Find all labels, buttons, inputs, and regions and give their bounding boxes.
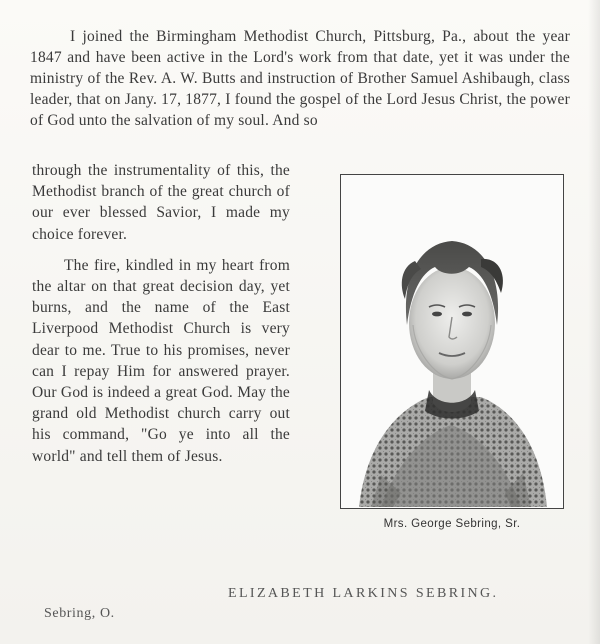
text-column (32, 160, 290, 477)
intro-paragraph: I joined the Birmingham Methodist Church, Pittsburg, Pa., about the year 1847 and have been active in the Lord's work from that date, yet it was under the ministry of the Rev. A. W. Butts and instruction of Brother Samuel Ashibaugh, class leader, that on Jany. 17, 1877, I found the gospel of the Lord Jesus Christ, the power of God unto the salvation of my soul. And so (30, 27, 570, 129)
portrait-image (341, 175, 562, 507)
author-signature: ELIZABETH LARKINS SEBRING. (228, 586, 499, 601)
portrait-photo (340, 174, 564, 509)
author-location: Sebring, O. (44, 606, 115, 621)
portrait-caption: Mrs. George Sebring, Sr. (383, 518, 521, 530)
column-paragraph-1: through the instrumentality of this, the Methodist branch of the great church of our ever blessed Savior, I made my choice forever. (32, 162, 290, 243)
page-edge-shadow (588, 0, 600, 644)
column-paragraph-2: The fire, kindled in my heart from the altar on that great decision day, yet burns, and the name of the East Liverpood Methodist Church is very dear to me. True to his promises, never can I repay Him for answered prayer. Our God is indeed a great God. May the grand old Methodist church carry out his command, "Go ye into all the world" and tell them of Jesus. (32, 256, 290, 465)
